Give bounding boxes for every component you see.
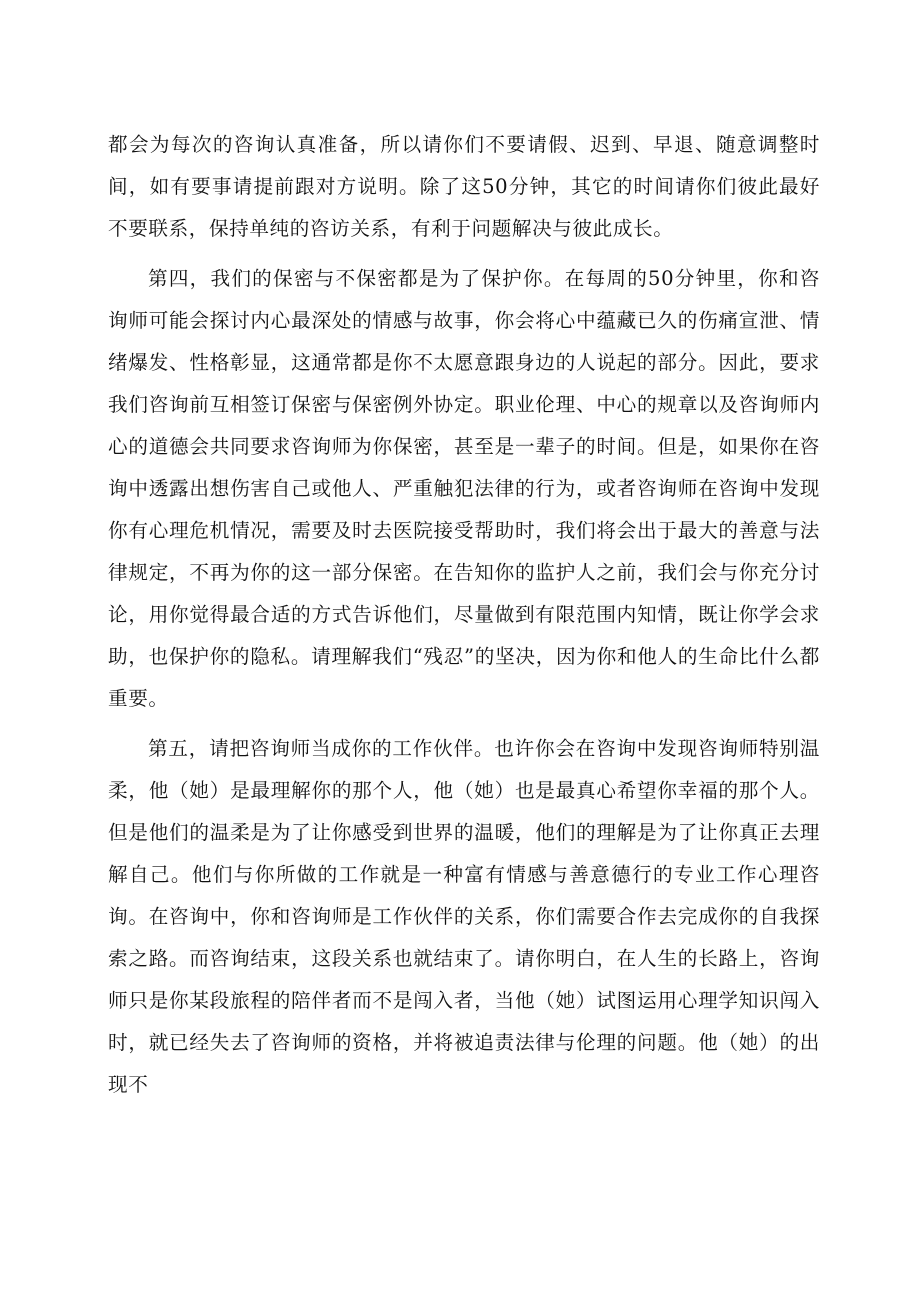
paragraph-section-four: 第四，我们的保密与不保密都是为了保护你。在每周的50分钟里，你和咨询师可能会探讨内心最深处的情感与故事，你会将心中蕴藏已久的伤痛宣泄、情绪爆发、性格彰显，这通常都是你不太愿意跟身边的人说起的部分。因此，要求我们咨询前互相签订保密与保密例外协定。职业伦理、中心的规章以及咨询师内心的道德会共同要求咨询师为你保密，甚至是一辈子的时间。但是，如果你在咨询中透露出想伤害自己或他人、严重触犯法律的行为，或者咨询师在咨询中发现你有心理危机情况，需要及时去医院接受帮助时，我们将会出于最大的善意与法律规定，不再为你的这一部分保密。在告知你的监护人之前，我们会与你充分讨论，用你觉得最合适的方式告诉他们，尽量做到有限范围内知情，既让你学会求助，也保护你的隐私。请理解我们“残忍”的坚决，因为你和他人的生命比什么都重要。 bbox=[108, 267, 820, 710]
document-body bbox=[108, 124, 820, 1114]
paragraph-continuation: 都会为每次的咨询认真准备，所以请你们不要请假、迟到、早退、随意调整时间，如有要事请提前跟对方说明。除了这50分钟，其它的时间请你们彼此最好不要联系，保持单纯的咨访关系，有利于问题解决与彼此成长。 bbox=[108, 133, 820, 240]
paragraph-section-five: 第五，请把咨询师当成你的工作伙伴。也许你会在咨询中发现咨询师特别温柔，他（她）是最理解你的那个人，他（她）也是最真心希望你幸福的那个人。但是他们的温柔是为了让你感受到世界的温暖，他们的理解是为了让你真正去理解自己。他们与你所做的工作就是一种富有情感与善意德行的专业工作心理咨询。在咨询中，你和咨询师是工作伙伴的关系，你们需要合作去完成你的自我探索之路。而咨询结束，这段关系也就结束了。请你明白，在人生的长路上，咨询师只是你某段旅程的陪伴者而不是闯入者，当他（她）试图运用心理学知识闯入时，就已经失去了咨询师的资格，并将被追责法律与伦理的问题。他（她）的出现不 bbox=[108, 737, 820, 1096]
